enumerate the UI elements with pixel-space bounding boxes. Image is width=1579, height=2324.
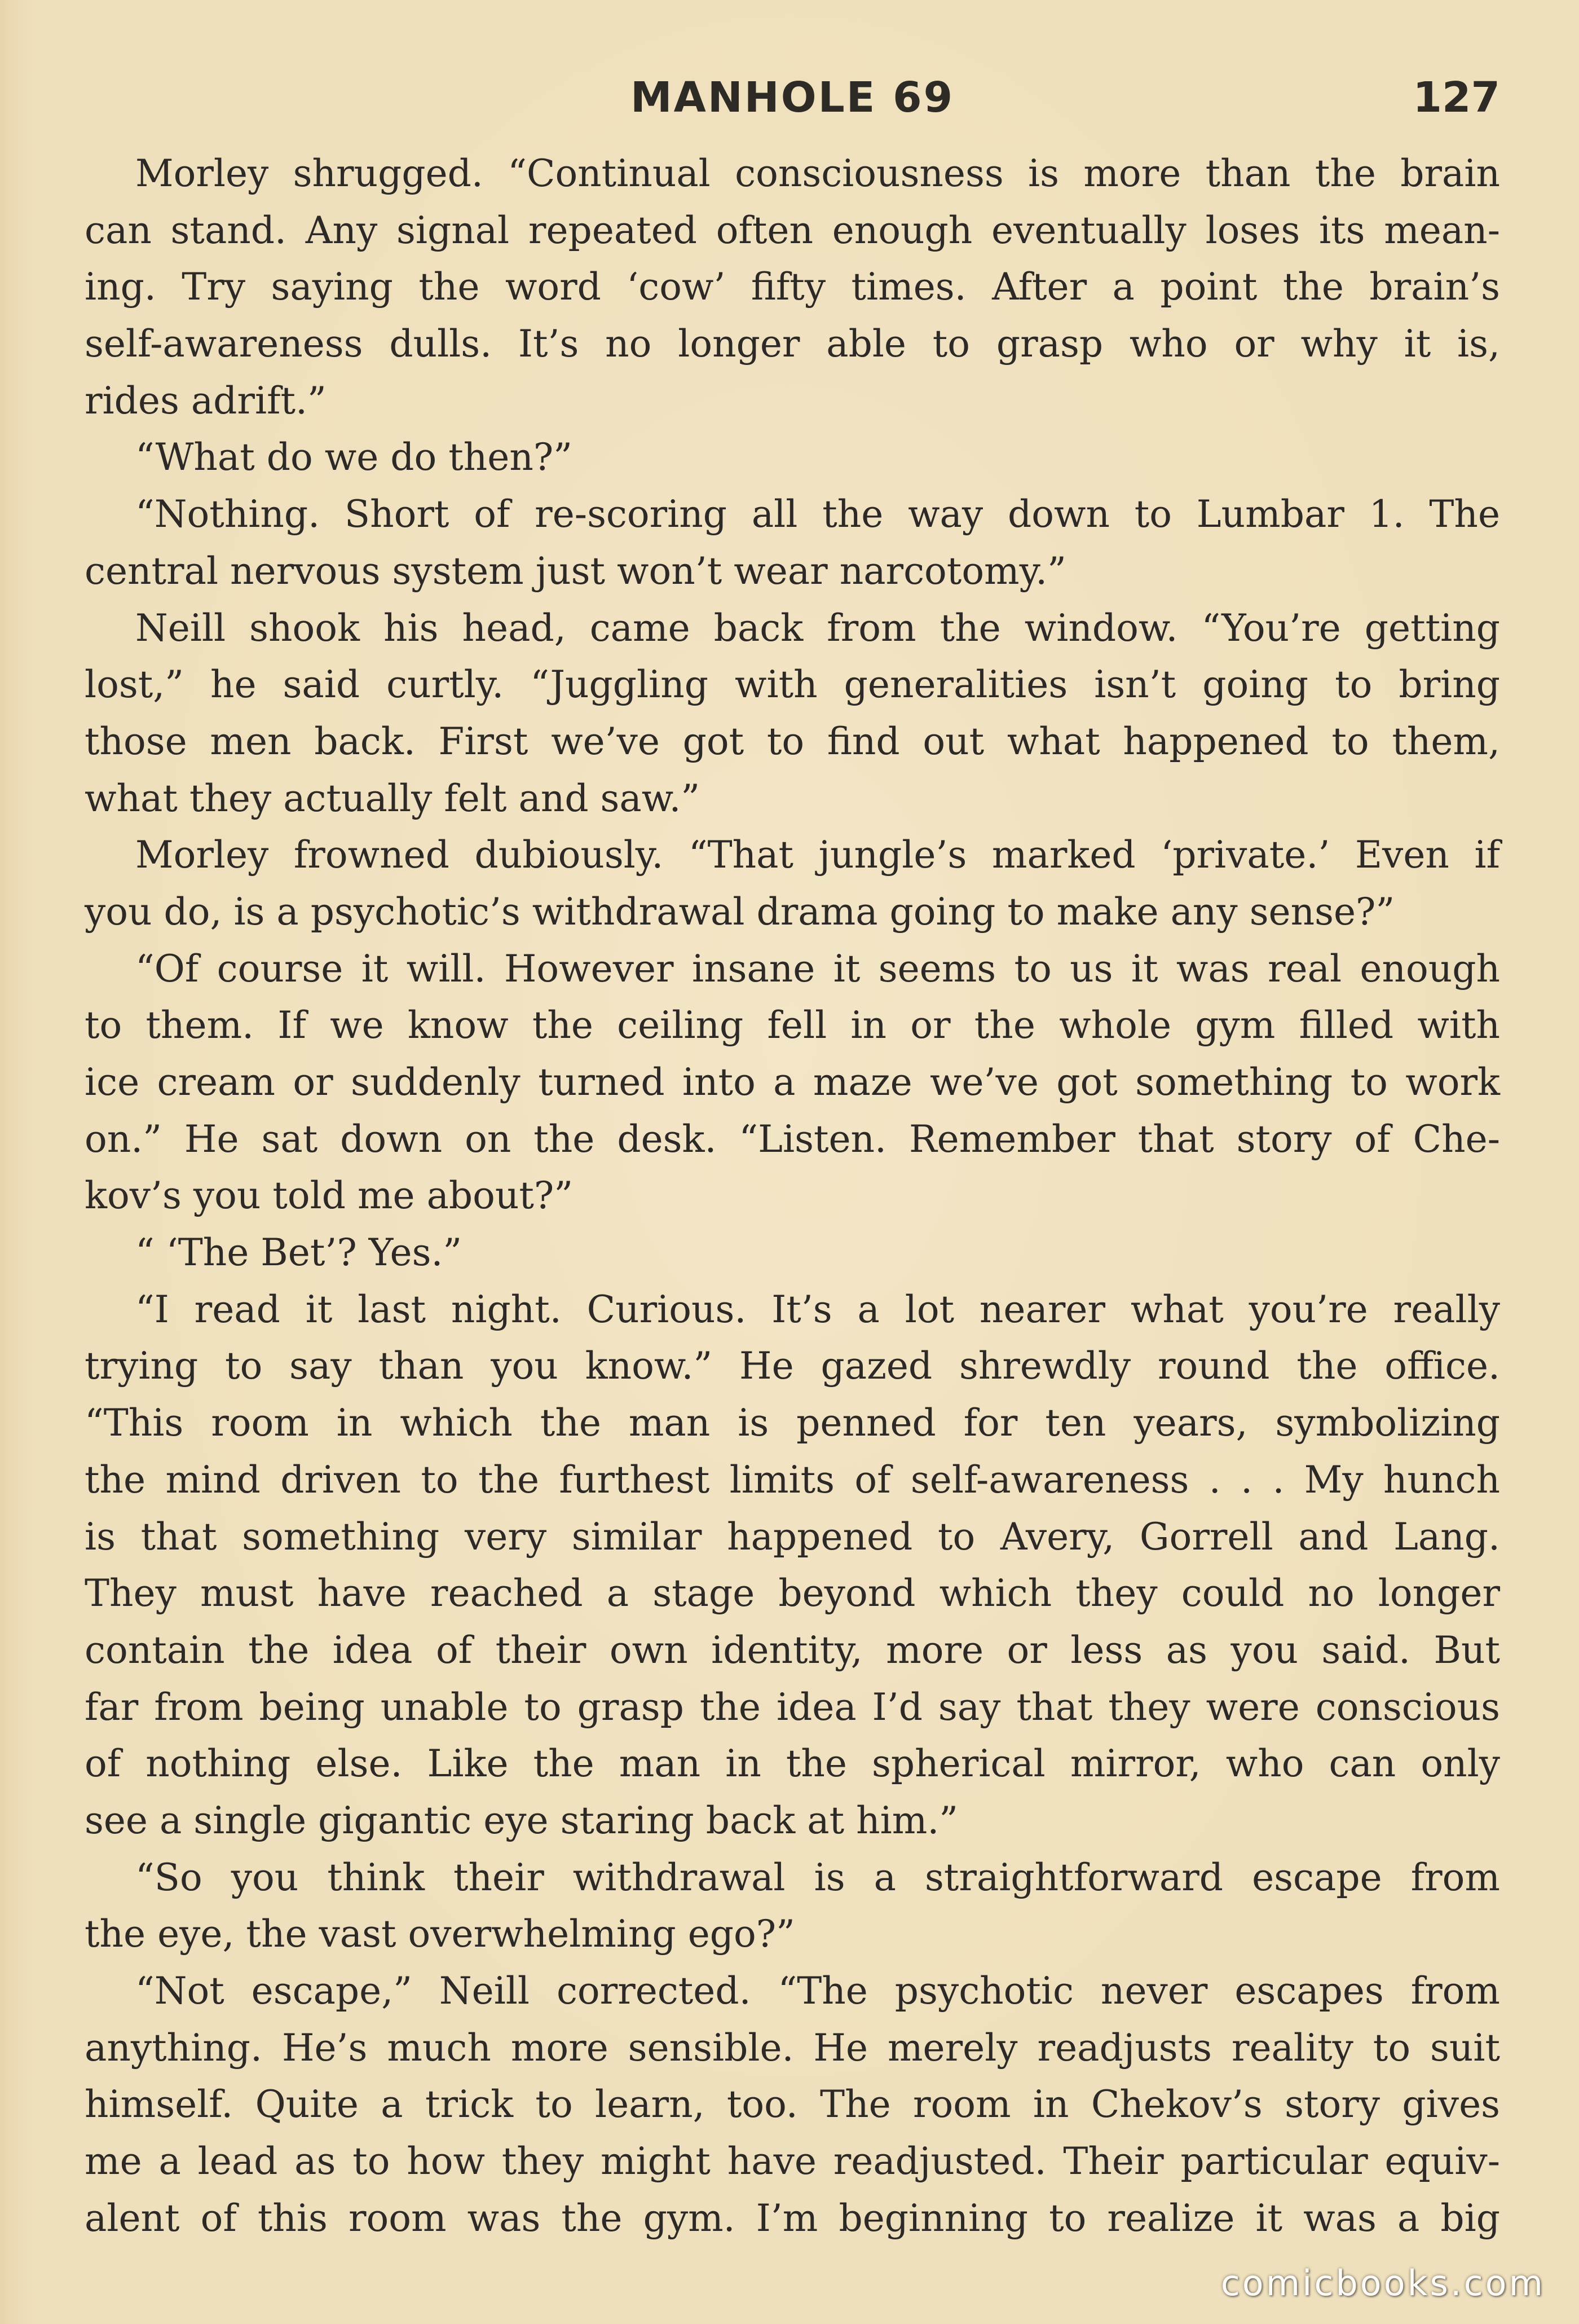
- page-header: [85, 67, 1500, 129]
- text-line: They must have reached a stage beyond which they could no longer: [85, 1572, 1500, 1616]
- text-line: ice cream or suddenly turned into a maze we’ve got something to work: [85, 1060, 1500, 1104]
- text-line: ing. Try saying the word ‘cow’ fifty times. After a point the brain’s: [85, 265, 1500, 309]
- text-line: alent of this room was the gym. I’m beginning to realize it was a big: [85, 2196, 1500, 2240]
- running-head: MANHOLE 69: [630, 73, 955, 122]
- text-line: see a single gigantic eye staring back at him.”: [85, 1798, 959, 1842]
- text-line: “Nothing. Short of re-scoring all the way down to Lumbar 1. The: [135, 492, 1500, 536]
- text-line: “So you think their withdrawal is a straightforward escape from: [135, 1855, 1500, 1899]
- text-line: trying to say than you know.” He gazed shrewdly round the office.: [85, 1344, 1500, 1388]
- text-line: to them. If we know the ceiling fell in or the whole gym filled with: [85, 1003, 1500, 1047]
- text-line: on.” He sat down on the desk. “Listen. Remember that story of Che-: [85, 1117, 1500, 1161]
- text-line: the eye, the vast overwhelming ego?”: [85, 1912, 795, 1956]
- text-line: rides adrift.”: [85, 378, 327, 422]
- site-watermark: comicbooks.com: [1220, 2263, 1545, 2304]
- text-line: “This room in which the man is penned for ten years, symbolizing: [85, 1401, 1500, 1445]
- text-line: lost,” he said curtly. “Juggling with generalities isn’t going to bring: [85, 663, 1500, 707]
- text-line: central nervous system just won’t wear narcotomy.”: [85, 549, 1066, 593]
- text-line: you do, is a psychotic’s withdrawal drama going to make any sense?”: [85, 890, 1395, 934]
- text-line: self-awareness dulls. It’s no longer able to grasp who or why it is,: [85, 322, 1500, 366]
- text-line: “What do we do then?”: [135, 435, 572, 479]
- text-line: contain the idea of their own identity, more or less as you said. But: [85, 1628, 1500, 1672]
- text-line: Morley shrugged. “Continual consciousness is more than the brain: [135, 152, 1500, 195]
- text-line: Neill shook his head, came back from the window. “You’re getting: [135, 606, 1500, 650]
- text-line: is that something very similar happened to Avery, Gorrell and Lang.: [85, 1515, 1500, 1559]
- body-text: [85, 146, 1500, 2247]
- text-line: those men back. First we’ve got to find out what happened to them,: [85, 719, 1500, 763]
- text-line: kov’s you told me about?”: [85, 1174, 574, 1218]
- text-line: me a lead as to how they might have readjusted. Their particular equiv-: [85, 2140, 1500, 2184]
- text-line: the mind driven to the furthest limits of self-awareness . . . My hunch: [85, 1458, 1500, 1502]
- text-line: “I read it last night. Curious. It’s a lot nearer what you’re really: [135, 1287, 1500, 1331]
- text-line: himself. Quite a trick to learn, too. The room in Chekov’s story gives: [85, 2083, 1500, 2127]
- text-line: “Of course it will. However insane it seems to us it was real enough: [135, 947, 1500, 991]
- text-line: “ ‘The Bet’? Yes.”: [135, 1231, 462, 1275]
- text-line: of nothing else. Like the man in the spherical mirror, who can only: [85, 1742, 1500, 1786]
- page-number: 127: [1413, 73, 1500, 122]
- text-line: Morley frowned dubiously. “That jungle’s marked ‘private.’ Even if: [135, 833, 1500, 877]
- text-line: anything. He’s much more sensible. He merely readjusts reality to suit: [85, 2026, 1500, 2070]
- text-line: far from being unable to grasp the idea I’d say that they were conscious: [85, 1685, 1500, 1729]
- text-line: can stand. Any signal repeated often enough eventually loses its mean-: [85, 208, 1500, 252]
- text-line: “Not escape,” Neill corrected. “The psychotic never escapes from: [135, 1969, 1500, 2013]
- text-line: what they actually felt and saw.”: [85, 776, 700, 820]
